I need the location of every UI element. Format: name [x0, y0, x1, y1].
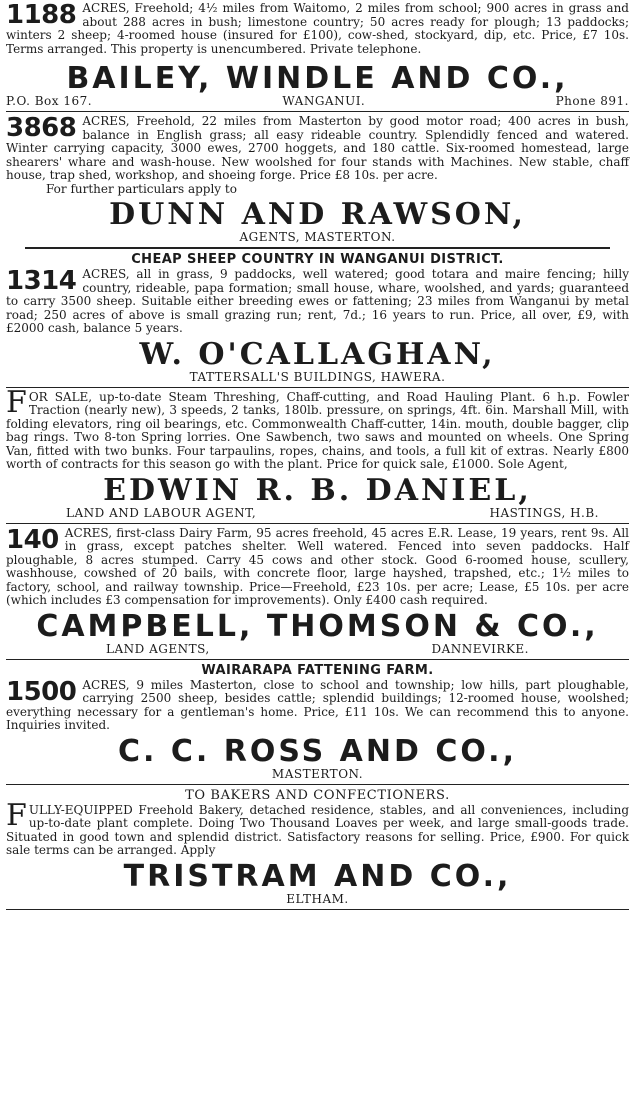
ad-edwin-daniel: [6, 384, 629, 520]
ad-heading: WAIRARAPA FATTENING FARM.: [201, 662, 434, 678]
agent-subline: [6, 94, 629, 108]
ad-tristram: [6, 788, 629, 906]
agent-name: TRISTRAM AND CO.,: [123, 858, 512, 894]
agent-name: W. O'CALLAGHAN,: [139, 336, 496, 372]
agent-name: DUNN AND RAWSON,: [109, 197, 526, 232]
ad-campbell-thomson: [6, 524, 629, 656]
ad-text: ACRES, all in grass, 9 paddocks, well watered; good totara and maire fencing; hilly country, rideable, papa formation; small house, whare, woolshed, and yards; guaranteed to carry 3500 sheep. Suitable either breeding ewes or fattening; 23 miles from Wanganui by metal road; 250 acres of above is small grazing run; rent, 7d.; 16 years to run. Price, all over, £9, with £2000 cash, balance 5 years.: [6, 267, 629, 335]
agent-name: BAILEY, WINDLE AND CO.,: [66, 61, 569, 96]
ad-lead-number: 3868: [6, 113, 77, 143]
ad-dunn-rawson: [6, 115, 629, 244]
ad-body: [6, 2, 629, 56]
ad-ross: [6, 663, 629, 781]
ad-text: ULLY-EQUIPPED Freehold Bakery, detached residence, stables, and all conveniences, including up-to-date plant complete. Doing Two Thousand Loaves per week, and large small-goods trade. Situated in good town and splendid district. Satisfactory reasons for selling. Price, £900. For quick sale terms can be arranged. Apply: [6, 802, 629, 857]
ad-text: ACRES, Freehold, 22 miles from Masterton by good motor road; 400 acres in bush, balance in English grass; all easy rideable country. Splendidly fenced and watered. Winter carrying capacity, 3000 ewes, 2700 hoggets, and 180 cattle. Six-roomed homestead, large shearers' whare and wash-house. New woolshed for four stands with Machines. New stable, chaff house, trap shed, workshop, and shoeing forge. Price £8 10s. per acre.: [6, 114, 629, 182]
agent-title: LAND AND LABOUR AGENT,: [66, 505, 257, 520]
agent-subline: AGENTS, MASTERTON.: [239, 230, 396, 244]
agent-phone: Phone 891.: [555, 94, 629, 108]
agent-name: EDWIN R. B. DANIEL,: [103, 472, 532, 508]
ad-dropcap: F: [6, 384, 27, 420]
ad-lead-number: 1314: [6, 266, 77, 296]
ad-body: [6, 676, 629, 733]
agent-subline: MASTERTON.: [271, 766, 364, 781]
ad-dropcap: F: [6, 797, 27, 833]
agent-name: C. C. ROSS AND CO.,: [118, 733, 517, 769]
divider: [6, 659, 629, 660]
agent-town: WANGANUI.: [282, 94, 366, 108]
divider: [25, 247, 611, 249]
ad-lead-number: 140: [6, 524, 59, 555]
ad-body: [6, 115, 629, 183]
agent-name: CAMPBELL, THOMSON & CO.,: [36, 608, 599, 644]
agent-subline: ELTHAM.: [286, 891, 349, 906]
ad-heading: TO BAKERS AND CONFECTIONERS.: [185, 787, 450, 803]
agent-subline: TATTERSALL'S BUILDINGS, HAWERA.: [189, 369, 446, 384]
divider: [6, 784, 629, 785]
ad-body: [6, 268, 629, 336]
divider: [6, 111, 629, 112]
apply-line: For further particulars apply to: [46, 181, 237, 196]
agent-town: HASTINGS, H.B.: [489, 505, 599, 520]
ad-body: [6, 384, 629, 472]
ad-ocallaghan: [6, 252, 629, 384]
ad-lead-number: 1500: [6, 676, 77, 707]
divider: [6, 523, 629, 524]
ad-text: ACRES, first-class Dairy Farm, 95 acres freehold, 45 acres E.R. Lease, 19 years, rent 9s. All in grass, except patches shelter. Well watered. Fenced into seven paddocks. Half ploughable, 8 acres stumped. Carry 45 cows and other stock. Good 6-roomed house, scullery, washhouse, cowshed of 20 bails, with concrete floor, large hayshed, trapshed, etc.; 1½ miles to factory, school, and railway township. Price—Freehold, £23 10s. per acre; Lease, £5 10s. per acre (which includes £3 compensation for improvements). Only £400 cash required.: [6, 525, 629, 607]
ad-text: ACRES, 9 miles Masterton, close to school and township; low hills, part ploughable, carrying 2500 sheep, besides cattle; splendid buildings; 12-roomed house, woolshed; everything necessary for a gentleman's home. Price, £11 10s. We can recommend this to anyone. Inquiries invited.: [6, 677, 629, 732]
divider: [6, 909, 629, 910]
ad-heading: CHEAP SHEEP COUNTRY IN WANGANUI DISTRICT.: [131, 252, 504, 267]
agent-title: LAND AGENTS,: [106, 641, 210, 656]
ad-bailey-windle: [6, 2, 629, 108]
agent-town: DANNEVIRKE.: [431, 641, 529, 656]
agent-subline: [6, 642, 629, 656]
agent-box: P.O. Box 167.: [6, 94, 93, 108]
divider: [6, 387, 629, 388]
ad-text: OR SALE, up-to-date Steam Threshing, Chaff-cutting, and Road Hauling Plant. 6 h.p. Fowler Traction (nearly new), 3 speeds, 2 tanks, 180lb. pressure, on springs, 4ft. 6in. Marshall Mill, with folding elevators, ring oil bearings, etc. Commonwealth Chaff-cutter, 14in. mouth, double bagger, clip bag rings. Two 8-ton Spring lorries. One Sawbench, two saws and mounted on wheels. One Spring Van, fitted with two bunks. Four tarpaulins, ropes, chains, and tools, a full kit of extras. Nearly £800 worth of contracts for this season go with the plant. Price for quick sale, £1000. Sole Agent,: [6, 389, 629, 471]
ad-body: [6, 797, 629, 858]
agent-subline: [6, 506, 629, 520]
ad-body: [6, 524, 629, 608]
ad-lead-number: 1188: [6, 0, 77, 30]
ad-text: ACRES, Freehold; 4½ miles from Waitomo, 2 miles from school; 900 acres in grass and about 288 acres in bush; limestone country; 50 acres ready for plough; 13 paddocks; winters 2 sheep; 4-roomed house (insured for £100), cow-shed, stockyard, dip, etc. Price, £7 10s. Terms arranged. This property is unencumbered. Private telephone.: [6, 1, 629, 56]
